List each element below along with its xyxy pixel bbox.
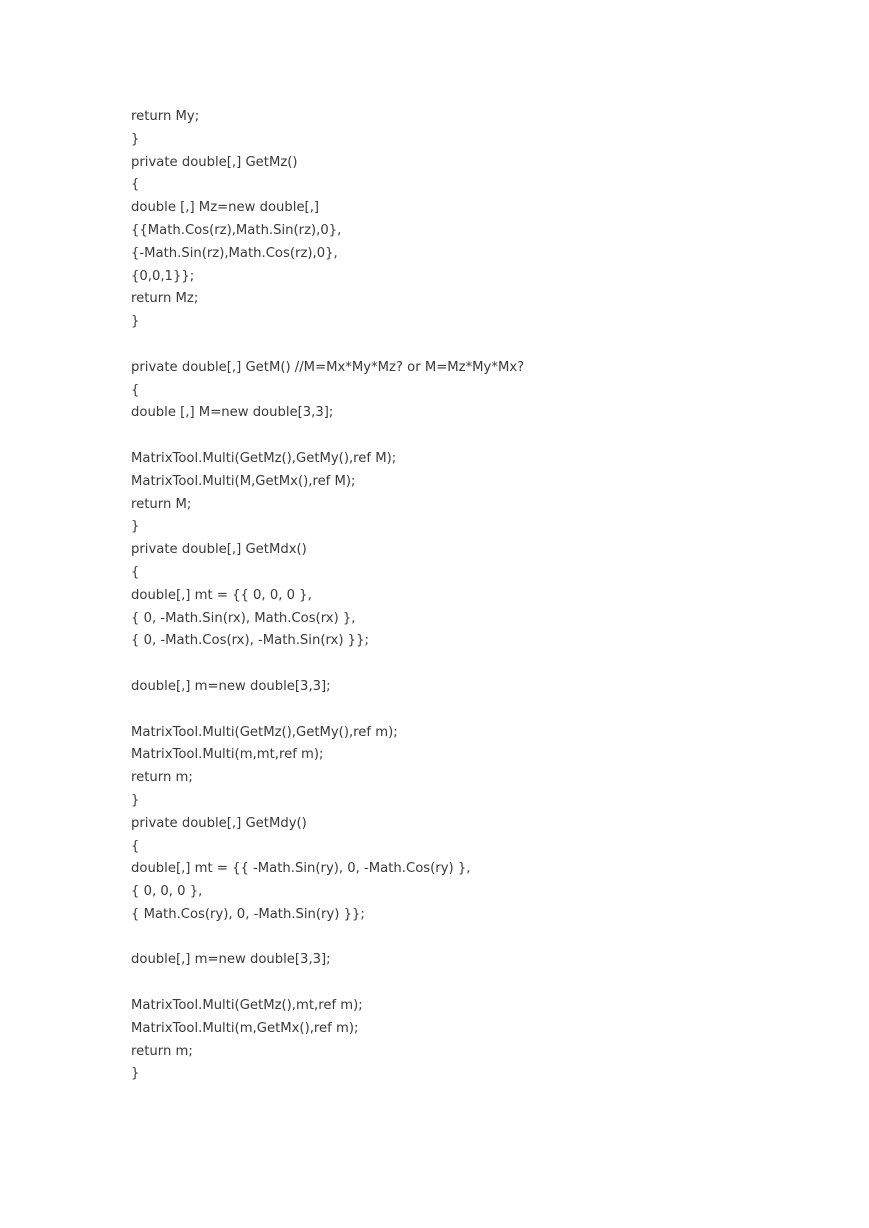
blank-line [131,334,831,357]
code-line: return m; [131,770,193,786]
code-listing [131,106,831,1086]
code-line: MatrixTool.Multi(m,mt,ref m); [131,747,324,763]
code-line: { [131,838,140,854]
code-line: return m; [131,1043,193,1059]
code-line: } [131,1066,140,1082]
code-line: { 0, 0, 0 }, [131,884,203,900]
code-line: { Math.Cos(ry), 0, -Math.Sin(ry) }}; [131,906,365,922]
code-line: { [131,177,140,193]
code-line: } [131,519,140,535]
code-line: } [131,792,140,808]
code-line: double [,] M=new double[3,3]; [131,405,334,421]
code-line: private double[,] GetM() //M=Mx*My*Mz? or M=Mz*My*Mx? [131,359,525,375]
code-line: } [131,131,140,147]
code-line: MatrixTool.Multi(GetMz(),mt,ref m); [131,998,363,1014]
code-line: MatrixTool.Multi(GetMz(),GetMy(),ref M); [131,450,397,466]
code-line: double[,] m=new double[3,3]; [131,678,331,694]
code-line: return My; [131,109,200,124]
code-line: { [131,564,140,580]
code-line: double[,] m=new double[3,3]; [131,952,331,968]
code-line: { [131,382,140,398]
code-line: {{Math.Cos(rz),Math.Sin(rz),0}, [131,222,342,238]
code-line: double[,] mt = {{ -Math.Sin(ry), 0, -Math.Cos(ry) }, [131,861,471,877]
code-line: return M; [131,496,192,512]
code-line: double[,] mt = {{ 0, 0, 0 }, [131,587,312,603]
blank-line [131,425,831,448]
blank-line [131,927,831,950]
blank-line [131,972,831,995]
code-line: private double[,] GetMz() [131,154,298,170]
code-line: private double[,] GetMdx() [131,542,307,558]
code-line: MatrixTool.Multi(M,GetMx(),ref M); [131,473,356,489]
code-line: double [,] Mz=new double[,] [131,200,320,216]
code-line: { 0, -Math.Cos(rx), -Math.Sin(rx) }}; [131,633,369,649]
code-line: } [131,314,140,330]
blank-line [131,699,831,722]
blank-line [131,653,831,676]
code-line: {-Math.Sin(rz),Math.Cos(rz),0}, [131,245,338,261]
code-line: return Mz; [131,291,199,307]
code-line: private double[,] GetMdy() [131,815,307,831]
code-line: { 0, -Math.Sin(rx), Math.Cos(rx) }, [131,610,356,626]
code-line: MatrixTool.Multi(m,GetMx(),ref m); [131,1020,359,1036]
code-line: MatrixTool.Multi(GetMz(),GetMy(),ref m); [131,724,398,740]
code-line: {0,0,1}}; [131,268,195,284]
